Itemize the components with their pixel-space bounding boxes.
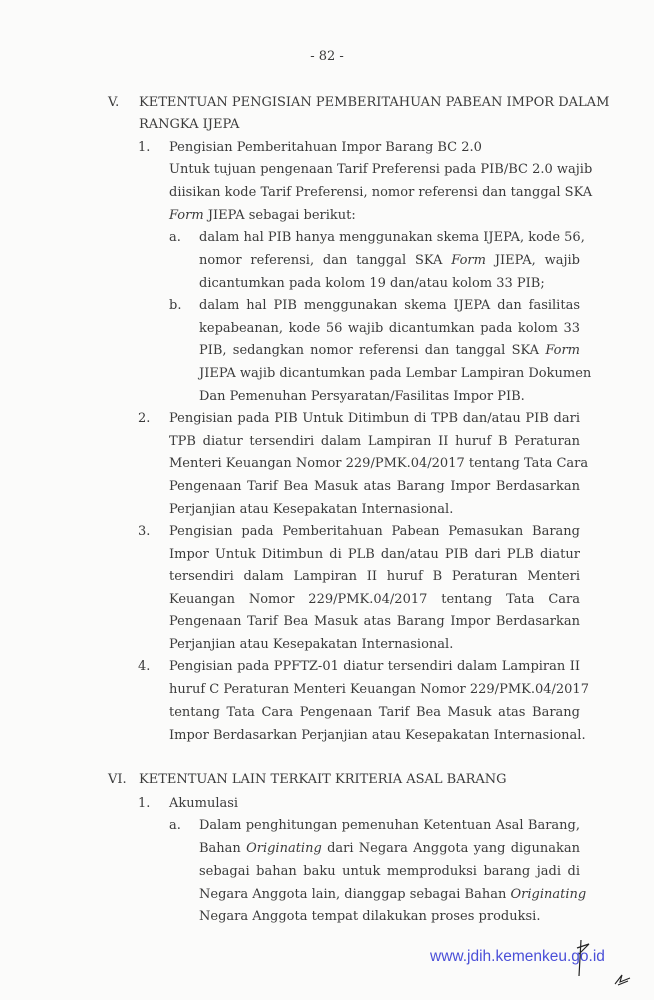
text-line [169, 523, 580, 541]
text-line [199, 817, 580, 835]
text-line [169, 433, 580, 451]
page-number: - 82 - [310, 49, 344, 64]
text-segment: KETENTUAN LAIN TERKAIT KRITERIA ASAL BARANG [139, 772, 507, 787]
text-segment: Impor Untuk Ditimbun di PLB dan/atau PIB dari PLB diatur [169, 547, 580, 562]
text-line [169, 636, 580, 654]
text-segment: dalam hal PIB menggunakan skema IJEPA dan fasilitas [199, 298, 580, 313]
list-marker: b. [169, 298, 182, 313]
list-marker: V. [108, 95, 120, 110]
text-line [169, 546, 580, 564]
text-segment: JIEPA wajib dicantumkan pada Lembar Lampiran Dokumen [199, 366, 592, 381]
text-segment: sebagai bahan baku untuk memproduksi barang jadi di [199, 864, 580, 879]
text-line [199, 320, 580, 338]
text-segment: Keuangan Nomor 229/PMK.04/2017 tentang Tata Cara [169, 592, 580, 607]
text-segment: Pengenaan Tarif Bea Masuk atas Barang Impor Berdasarkan [169, 479, 580, 494]
text-line [169, 591, 580, 609]
text-segment: Dalam penghitungan pemenuhan Ketentuan Asal Barang, [199, 818, 580, 833]
text-segment: huruf C Peraturan Menteri Keuangan Nomor 229/PMK.04/2017 [169, 682, 589, 697]
footer-url-link[interactable]: www.jdih.kemenkeu.go.id [430, 948, 605, 965]
list-marker: 3. [138, 524, 151, 539]
text-segment: Akumulasi [169, 796, 239, 811]
text-segment: kepabeanan, kode 56 wajib dicantumkan pada kolom 33 [199, 321, 580, 336]
text-segment: Negara Anggota lain, dianggap sebagai Bahan [199, 887, 511, 902]
text-segment: Pengisian Pemberitahuan Impor Barang BC 2.0 [169, 140, 482, 155]
text-segment: Pengisian pada PPFTZ-01 diatur tersendiri dalam Lampiran II [169, 659, 580, 674]
text-segment: KETENTUAN PENGISIAN PEMBERITAHUAN PABEAN IMPOR DALAM [139, 95, 610, 110]
text-line [139, 116, 580, 134]
text-segment: Impor Berdasarkan Perjanjian atau Kesepakatan Internasional. [169, 728, 586, 743]
text-line [199, 229, 585, 247]
list-marker: 1. [138, 140, 151, 155]
text-line [199, 886, 587, 904]
text-segment: Dan Pemenuhan Persyaratan/Fasilitas Impor PIB. [199, 389, 525, 404]
text-segment: Pengenaan Tarif Bea Masuk atas Barang Impor Berdasarkan [169, 614, 580, 629]
text-segment: RANGKA IJEPA [139, 117, 240, 132]
text-segment: dicantumkan pada kolom 19 dan/atau kolom 33 PIB; [199, 276, 545, 291]
text-line [169, 681, 589, 699]
text-segment: Pengisian pada PIB Untuk Ditimbun di TPB dan/atau PIB dari [169, 411, 580, 426]
list-marker: VI. [108, 772, 127, 787]
text-line [199, 388, 580, 406]
text-line [169, 613, 580, 631]
list-marker: a. [169, 818, 181, 833]
list-marker: 2. [138, 411, 151, 426]
italic-term: Form [169, 208, 204, 223]
list-marker: 4. [138, 659, 151, 674]
text-segment: Perjanjian atau Kesepakatan Internasional. [169, 502, 454, 517]
text-segment: Negara Anggota tempat dilakukan proses produksi. [199, 909, 541, 924]
text-line [199, 252, 580, 270]
list-marker: a. [169, 230, 181, 245]
text-segment: Bahan [199, 841, 247, 856]
text-line [169, 727, 586, 745]
text-segment: tentang Tata Cara Pengenaan Tarif Bea Masuk atas Barang [169, 705, 580, 720]
text-line [169, 478, 580, 496]
italic-term: Form [545, 343, 580, 358]
text-line [199, 840, 580, 858]
text-line [169, 568, 580, 586]
text-line [199, 365, 592, 383]
text-segment: dalam hal PIB hanya menggunakan skema IJEPA, kode 56, [199, 230, 585, 245]
text-line [169, 501, 580, 519]
text-segment: Perjanjian atau Kesepakatan Internasional. [169, 637, 454, 652]
text-line [169, 410, 580, 428]
text-segment: Pengisian pada Pemberitahuan Pabean Pemasukan Barang [169, 524, 580, 539]
text-line [199, 297, 580, 315]
text-segment: TPB diatur tersendiri dalam Lampiran II huruf B Peraturan [169, 434, 580, 449]
italic-term: Originating [246, 841, 322, 856]
text-segment: diisikan kode Tarif Preferensi, nomor referensi dan tanggal SKA [169, 185, 593, 200]
text-line [199, 342, 580, 360]
text-line [139, 771, 580, 789]
text-line [169, 184, 593, 202]
text-segment: Untuk tujuan pengenaan Tarif Preferensi pada PIB/BC 2.0 wajib [169, 162, 593, 177]
text-segment: Menteri Keuangan Nomor 229/PMK.04/2017 tentang Tata Cara [169, 456, 589, 471]
text-line [169, 658, 580, 676]
text-line [199, 908, 580, 926]
text-segment: nomor referensi, dan tanggal SKA [199, 253, 452, 268]
text-line [169, 795, 580, 813]
text-line [199, 863, 580, 881]
italic-term: Form [451, 253, 486, 268]
paraf-signature-mark [575, 938, 595, 978]
text-line [169, 704, 580, 722]
initial-signature-mark [612, 972, 634, 988]
text-segment: JIEPA sebagai berikut: [203, 208, 356, 223]
text-line [169, 455, 589, 473]
italic-term: Originating [510, 887, 587, 902]
text-segment: PIB, sedangkan nomor referensi dan tanggal SKA [199, 343, 546, 358]
text-line [169, 139, 580, 157]
text-line [199, 275, 580, 293]
text-line [139, 94, 610, 112]
text-segment: JIEPA, wajib [485, 253, 580, 268]
text-line [169, 161, 593, 179]
text-segment: tersendiri dalam Lampiran II huruf B Peraturan Menteri [169, 569, 580, 584]
text-line [169, 207, 580, 225]
list-marker: 1. [138, 796, 151, 811]
text-segment: dari Negara Anggota yang digunakan [321, 841, 580, 856]
